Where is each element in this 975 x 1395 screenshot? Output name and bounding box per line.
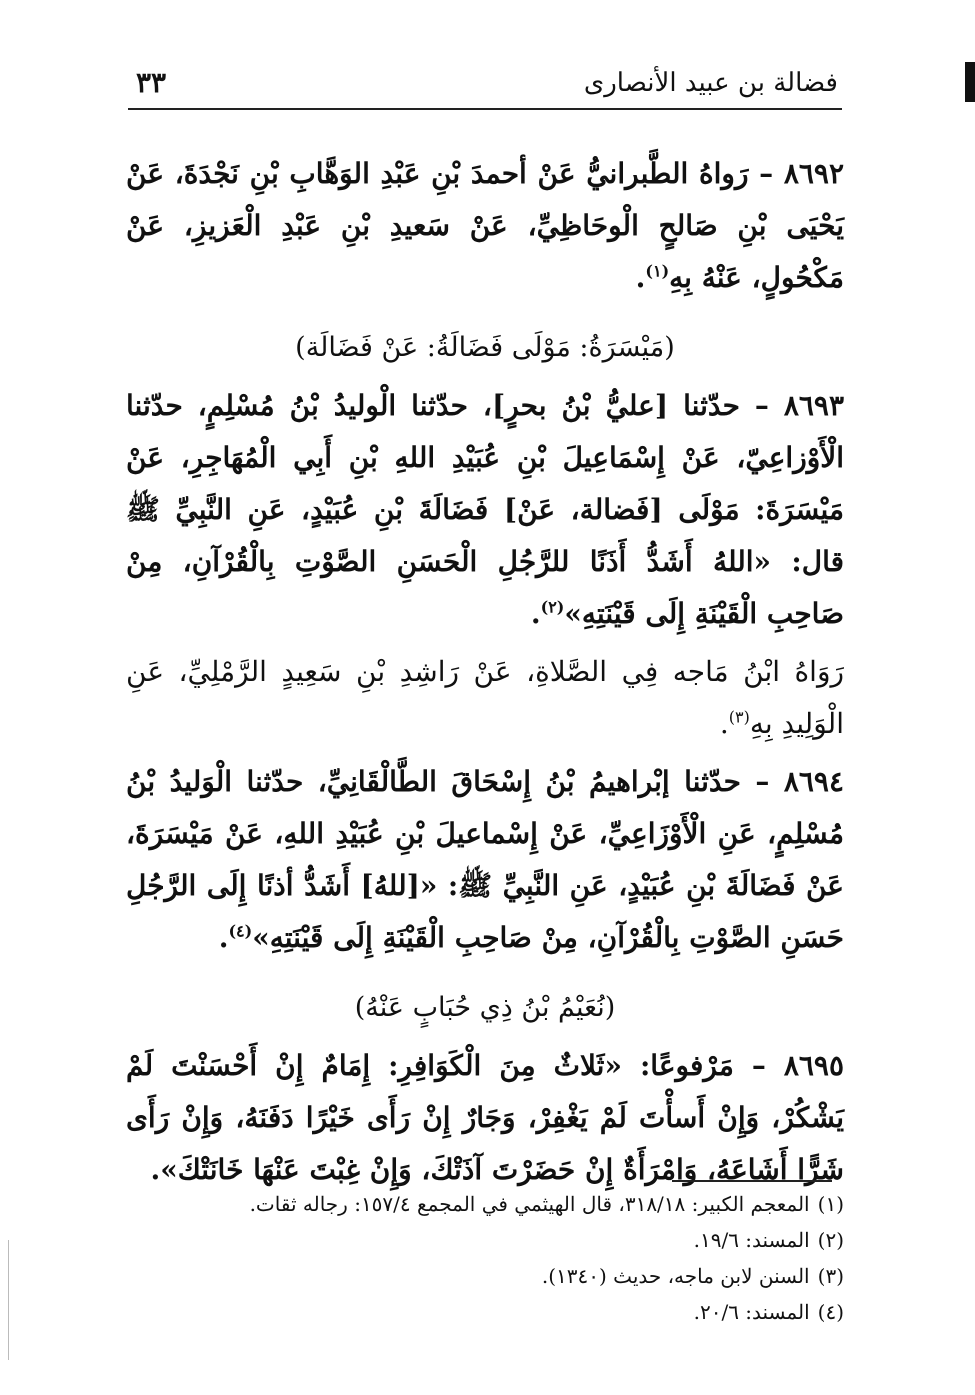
main-text (126, 148, 844, 1202)
footnote-3 (126, 1258, 844, 1294)
margin-line (8, 1240, 9, 1360)
hadith-8694: ٨٦٩٤ – حدّثنا إبْراهيمُ بْنُ إِسْحَاقَ الطَّالْقَانِيِّ، حدّثنا الْوَليدُ بْنُ مُسْلِمٍ، عَنِ الْأَوْزَاعِيِّ، عَنْ إِسْماعيلَ بْنِ عُبَيْدِ اللهِ، عَنْ مَيْسَرَةَ، عَنْ فَضَالَةَ بْنِ عُبَيْدٍ، عَنِ النَّبِيِّ ﷺ: «[للهُ] أَشَدُّ أذنًا إِلَى الرَّجُلِ حَسَنِ الصَّوْتِ بِالْقُرْآنِ، مِنْ صَاحِبِ الْقَيْنَةِ إِلَى قَيْنَتِهِ»$^{(٤)}$. (126, 765, 844, 954)
hadith-number: ٨٦٩٣ (783, 389, 844, 422)
section-heading: (مَيْسَرَةُ: مَوْلَى فَضَالَةُ: عَنْ فَضَالَة) (295, 332, 675, 363)
footnotes (126, 1186, 844, 1330)
page-header (128, 62, 842, 110)
hadith-number: ٨٦٩٢ (783, 157, 844, 190)
running-title: فضالة بن عبيد الأنصارى (583, 68, 838, 98)
page-number: ٣٣ (136, 66, 167, 99)
hadith-8695 (126, 1040, 844, 1196)
footnote-ref: (٣) (728, 707, 750, 727)
footnote-number: (٢) (817, 1228, 844, 1252)
footnote-text: المسند: ١٩/٦. (693, 1228, 810, 1252)
footnote-text: المسند: ٢٠/٦. (693, 1300, 810, 1324)
footnote-text: السنن لابن ماجه، حديث (١٣٤٠). (541, 1264, 810, 1288)
footnote-text: المعجم الكبير: ٣١٨/١٨، قال الهيثمي في المجمع ١٥٧/٤: رجاله ثقات. (249, 1192, 810, 1216)
footnote-ref: (٤) (228, 921, 253, 941)
hadith-number: ٨٦٩٥ (783, 1049, 844, 1082)
footnote-ref: (١) (645, 261, 670, 281)
hadith-8693: ٨٦٩٣ – حدّثنا [عليُّ بْنُ بحرٍ]، حدّثنا الْوليدُ بْنُ مُسْلِمٍ، حدّثنا الْأَوْزاعِيّ، عَنْ إِسْمَاعِيلَ بْنِ عُبَيْدِ اللهِ بْنِ أَبِي الْمُهَاجِرِ، عَنْ مَيْسَرَةَ: مَوْلَى [فَضالة، عَنْ] فَضَالَةَ بْنِ عُبَيْدٍ، عَنِ النَّبِيِّ ﷺ قال: «اللهُ أَشَدُّ أَذَنًا للرَّجُلِ الْحَسَنِ الصَّوْتِ بِالْقُرْآنِ، مِنْ صَاحِبِ الْقَيْنَةِ إِلَى قَيْنَتِهِ»$^{(٢)}$. (126, 389, 844, 630)
footnote-ref: (٢) (540, 597, 565, 617)
hadith-text: – حدّثنا [عليُّ بْنُ بحرٍ]، حدّثنا الْوليدُ بْنُ مُسْلِمٍ، حدّثنا الْأَوْزاعِيّ، عَنْ إِسْمَاعِيلَ بْنِ عُبَيْدِ اللهِ بْنِ أَبِي الْمُهَاجِرِ، عَنْ مَيْسَرَةَ: مَوْلَى [فَضالة، عَنْ] فَضَالَةَ بْنِ عُبَيْدٍ، عَنِ النَّبِيِّ ﷺ قال: «اللهُ أَشَدُّ أَذَنًا للرَّجُلِ الْحَسَنِ الصَّوْتِ بِالْقُرْآنِ، مِنْ صَاحِبِ الْقَيْنَةِ إِلَى قَيْنَتِهِ» (126, 389, 844, 630)
footnote-number: (١) (817, 1192, 844, 1216)
hadith-number: ٨٦٩٤ (783, 765, 844, 798)
hadith-text: – مَرْفوعًا: «ثَلاثٌ مِنَ الْكَوَافِرِ: إِمَامٌ إِنْ أَحْسَنْتَ لَمْ يَشْكُرْ، وَإِنْ أَسأْتَ لَمْ يَغْفِرْ، وَجَارٌ إِنْ رَأَى خَيْرًا دَفَنَهُ، وَإِنْ رَأَى شَرًّا أَشَاعَهُ، وَامْرَأَةٌ إِنْ حَضَرْتَ آذَتْكَ، وَإِنْ غِبْتَ عَنْهَا خَانَتْكَ». (126, 1049, 844, 1186)
footnote-2 (126, 1222, 844, 1258)
hadith-8692: ٨٦٩٢ – رَواهُ الطَّبرانيُّ عَنْ أحمدَ بْنِ عَبْدِ الوَهَّابِ بْنِ نَجْدَةَ، عَنْ يَحْيَى بْنِ صَالحٍ الْوحَاظِيِّ، عَنْ سَعيدِ بْنِ عَبْدِ الْعَزيزِ، عَنْ مَكْحُولٍ، عَنْهُ بِهِ$^{(١)}$. (126, 157, 844, 294)
footnote-number: (٣) (817, 1264, 844, 1288)
hadith-text: – حدّثنا إبْراهيمُ بْنُ إِسْحَاقَ الطَّالْقَانِيِّ، حدّثنا الْوَليدُ بْنُ مُسْلِمٍ، عَنِ الْأَوْزَاعِيِّ، عَنْ إِسْماعيلَ بْنِ عُبَيْدِ اللهِ، عَنْ مَيْسَرَةَ، عَنْ فَضَالَةَ بْنِ عُبَيْدٍ، عَنِ النَّبِيِّ ﷺ: «[للهُ] أَشَدُّ أذنًا إِلَى الرَّجُلِ حَسَنِ الصَّوْتِ بِالْقُرْآنِ، مِنْ صَاحِبِ الْقَيْنَةِ إِلَى قَيْنَتِهِ» (126, 765, 844, 954)
footnote-1 (126, 1186, 844, 1222)
narration-note: رَوَاهُ ابْنُ مَاجه فِي الصَّلاةِ، عَنْ رَاشِدِ بْنِ سَعِيدٍ الرَّمْلِيِّ، عَنِ الْوَلِيدِ بِهِ$^{(٣)}$. (126, 655, 844, 740)
footnote-separator (672, 1180, 832, 1182)
footnote-number: (٤) (817, 1300, 844, 1324)
section-heading: (نُعَيْمُ بْنُ ذِي حُبَابٍ عَنْهُ) (354, 992, 616, 1023)
narration-text: رَوَاهُ ابْنُ مَاجه فِي الصَّلاةِ، عَنْ رَاشِدِ بْنِ سَعِيدٍ الرَّمْلِيِّ، عَنِ الْوَلِيدِ بِهِ (126, 655, 844, 740)
page-edge-mark (965, 62, 975, 102)
hadith-text: – رَواهُ الطَّبرانيُّ عَنْ أحمدَ بْنِ عَبْدِ الوَهَّابِ بْنِ نَجْدَةَ، عَنْ يَحْيَى بْنِ صَالحٍ الْوحَاظِيِّ، عَنْ سَعيدِ بْنِ عَبْدِ الْعَزيزِ، عَنْ مَكْحُولٍ، عَنْهُ بِهِ (126, 157, 844, 294)
footnote-4 (126, 1294, 844, 1330)
